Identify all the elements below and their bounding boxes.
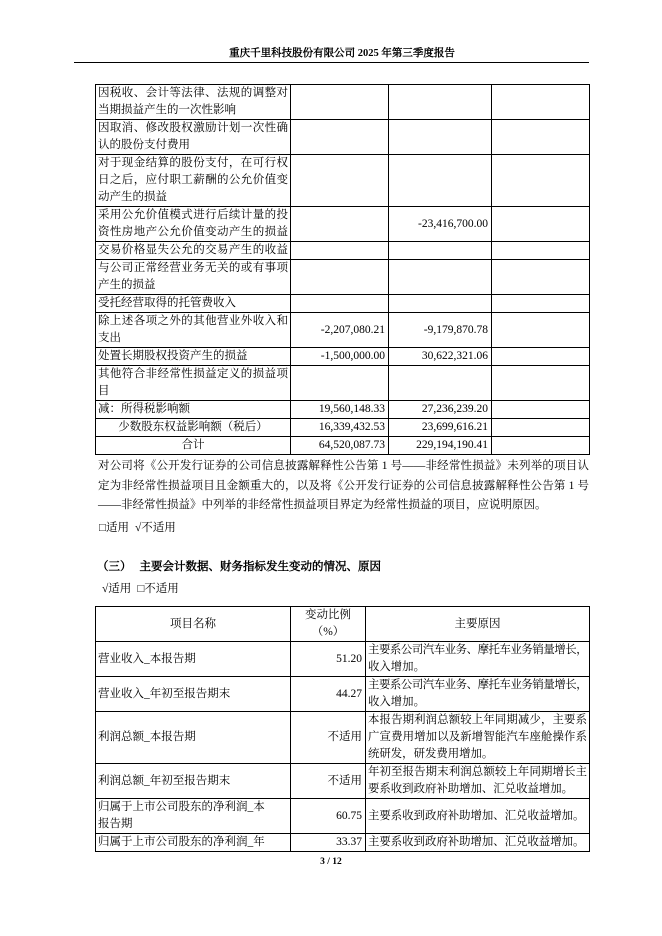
item-cell: [96, 366, 291, 401]
item-line: 受托经营取得的托管费收入: [98, 297, 236, 309]
item-line: 报告期: [98, 818, 133, 830]
item-cell: [96, 712, 291, 764]
option-not-applicable: □不适用: [137, 583, 179, 595]
header-item: [96, 607, 291, 642]
item-line: 对于现金结算的股份支付，在可行权: [98, 157, 288, 169]
note-line: ——非经常性损益》中列举的非经常性损益项目界定为经常性损益的项目，应说明原因。: [98, 499, 547, 511]
item-line: 归属于上市公司股东的净利润_年: [98, 836, 265, 848]
table-row: [96, 313, 590, 348]
remark-cell: [492, 85, 590, 120]
item-cell: [96, 207, 291, 242]
remark-cell: [492, 419, 590, 437]
item-cell: [96, 764, 291, 799]
item-line: 采用公允价值模式进行后续计量的投: [98, 209, 288, 221]
item-line: 减：所得税影响额: [98, 403, 190, 415]
period-amount-cell: [291, 242, 389, 260]
item-cell: [96, 85, 291, 120]
period-amount-cell: -1,500,000.00: [291, 348, 389, 366]
header-ratio-line: 变动比例: [305, 609, 351, 621]
ytd-amount-cell: [389, 295, 492, 313]
item-line: 利润总额_年初至报告期末: [98, 774, 231, 787]
remark-cell: [492, 295, 590, 313]
item-line: 因取消、修改股权激励计划一次性确: [98, 122, 288, 134]
remark-cell: [492, 366, 590, 401]
reason-cell: [366, 642, 590, 677]
header-reason: [366, 607, 590, 642]
item-line: 产生的损益: [98, 279, 156, 291]
option-applicable: √适用: [102, 583, 132, 595]
ytd-amount-cell: [389, 260, 492, 295]
reason-cell: [366, 712, 590, 764]
reason-line: 主要系收到政府补助增加、汇兑收益增加。: [368, 836, 585, 848]
period-amount-cell: [291, 295, 389, 313]
remark-cell: [492, 242, 590, 260]
table-row: [96, 260, 590, 295]
item-line: 交易价格显失公允的交易产生的收益: [98, 244, 288, 256]
ratio-cell: 33.37: [291, 834, 366, 852]
period-amount-cell: [291, 155, 389, 207]
section-number: （三）: [97, 561, 132, 573]
table-row-total: [96, 437, 590, 455]
reason-line: 主要系公司汽车业务、摩托车业务销量增长，: [368, 679, 587, 691]
table-row: [96, 677, 590, 712]
reason-line: 统研发，研发费用增加。: [368, 748, 494, 760]
item-line: 营业收入_本报告期: [98, 652, 196, 665]
table-row: [96, 419, 590, 437]
table-row: [96, 155, 590, 207]
period-amount-cell: -2,207,080.21: [291, 313, 389, 348]
item-cell: [96, 437, 291, 455]
ytd-amount-cell: -9,179,870.78: [389, 313, 492, 348]
item-line: 与公司正常经营业务无关的或有事项: [98, 262, 288, 274]
item-line: 归属于上市公司股东的净利润_本: [98, 801, 265, 813]
item-line: 除上述各项之外的其他营业外收入和: [98, 315, 288, 327]
reason-cell: [366, 834, 590, 852]
item-cell: [96, 677, 291, 712]
table-row: [96, 712, 590, 764]
key-indicator-changes-table: [95, 606, 590, 852]
item-cell: [96, 120, 291, 155]
section-heading: [97, 557, 381, 577]
item-cell: [96, 799, 291, 834]
note-line: 定为非经常性损益项目且金额重大的，以及将《公开发行证券的公司信息披露解释性公告第 1 号: [98, 479, 589, 492]
reason-line: 主要系收到政府补助增加、汇兑收益增加。: [368, 809, 585, 822]
item-line: 动产生的损益: [98, 191, 167, 203]
period-amount-cell: [291, 120, 389, 155]
item-cell: [96, 419, 291, 437]
table-row: [96, 85, 590, 120]
page-header-title: 重庆千里科技股份有限公司 2025 年第三季度报告: [229, 48, 455, 59]
section-title: 主要会计数据、财务指标发生变动的情况、原因: [139, 561, 381, 573]
ytd-amount-cell: 27,236,239.20: [389, 401, 492, 419]
option-not-applicable: √不适用: [134, 522, 176, 534]
period-amount-cell: [291, 207, 389, 242]
item-cell: [96, 313, 291, 348]
table-row: [96, 764, 590, 799]
reason-line: 年初至报告期末利润总额较上年同期增长主: [368, 766, 587, 778]
period-amount-cell: 19,560,148.33: [291, 401, 389, 419]
item-cell: [96, 401, 291, 419]
table-row: [96, 834, 590, 852]
period-amount-cell: [291, 366, 389, 401]
item-cell: [96, 295, 291, 313]
item-line: 资性房地产公允价值变动产生的损益: [98, 226, 288, 238]
table-row: [96, 242, 590, 260]
table-row: [96, 799, 590, 834]
ytd-amount-cell: 30,622,321.06: [389, 348, 492, 366]
remark-cell: [492, 120, 590, 155]
table-row: [96, 207, 590, 242]
header-ratio-line: （%）: [311, 626, 345, 638]
page-number: 3 / 12: [320, 857, 342, 867]
period-amount-cell: [291, 85, 389, 120]
note-applicability-options: [99, 518, 176, 538]
table-row: [96, 366, 590, 401]
header-divider: [74, 62, 589, 63]
ytd-amount-cell: [389, 366, 492, 401]
reason-line: 广宣费用增加以及新增智能汽车座舱操作系: [368, 731, 587, 743]
item-line: 当期损益产生的一次性影响: [98, 104, 236, 116]
ytd-amount-cell: [389, 120, 492, 155]
item-cell: [96, 155, 291, 207]
table-header-row: [96, 607, 590, 642]
reason-line: 收入增加。: [368, 661, 425, 673]
item-line: 认的股份支付费用: [98, 139, 190, 151]
item-cell: [96, 642, 291, 677]
section-applicability-options: [102, 579, 179, 599]
item-line: 利润总额_本报告期: [98, 731, 196, 743]
item-line: 处置长期股权投资产生的损益: [98, 350, 248, 362]
remark-cell: [492, 437, 590, 455]
item-line: 因税收、会计等法律、法规的调整对: [98, 87, 288, 99]
header-item-label: 项目名称: [170, 617, 216, 630]
table-row: [96, 401, 590, 419]
reason-line: 收入增加。: [368, 696, 425, 708]
ratio-cell: 44.27: [291, 677, 366, 712]
period-amount-cell: 16,339,432.53: [291, 419, 389, 437]
item-line: 支出: [98, 332, 121, 344]
reason-cell: [366, 764, 590, 799]
ytd-amount-cell: [389, 242, 492, 260]
ytd-amount-cell: 229,194,190.41: [389, 437, 492, 455]
ratio-cell: 不适用: [291, 712, 366, 764]
reason-cell: [366, 799, 590, 834]
ytd-amount-cell: 23,699,616.21: [389, 419, 492, 437]
note-line: 对公司将《公开发行证券的公司信息披露解释性公告第 1 号——非经常性损益》未列举的项目认: [98, 460, 589, 472]
item-line: 日之后，应付职工薪酬的公允价值变: [98, 174, 288, 186]
item-cell: [96, 242, 291, 260]
period-amount-cell: 64,520,087.73: [291, 437, 389, 455]
reason-line: 主要系公司汽车业务、摩托车业务销量增长，: [368, 644, 587, 656]
item-cell: [96, 260, 291, 295]
reason-line: 本报告期利润总额较上年同期减少，主要系: [368, 714, 587, 726]
item-cell: [96, 348, 291, 366]
ratio-cell: 51.20: [291, 642, 366, 677]
table-row: [96, 642, 590, 677]
reason-line: 要系收到政府补助增加、汇兑收益增加。: [368, 783, 574, 795]
item-line: 少数股东权益影响额（税后）: [118, 421, 268, 433]
item-cell: [96, 834, 291, 852]
ratio-cell: 不适用: [291, 764, 366, 799]
period-amount-cell: [291, 260, 389, 295]
ratio-cell: 60.75: [291, 799, 366, 834]
option-applicable: □适用: [99, 522, 129, 534]
table-row: [96, 348, 590, 366]
header-ratio: [291, 607, 366, 642]
table-row: [96, 295, 590, 313]
item-line: 其他符合非经常性损益定义的损益项: [98, 368, 288, 380]
remark-cell: [492, 401, 590, 419]
explanatory-note: [98, 457, 589, 516]
remark-cell: [492, 155, 590, 207]
remark-cell: [492, 348, 590, 366]
header-reason-label: 主要原因: [454, 617, 501, 630]
remark-cell: [492, 207, 590, 242]
ytd-amount-cell: [389, 85, 492, 120]
non-recurring-items-table: [95, 84, 590, 455]
table-row: [96, 120, 590, 155]
item-line: 营业收入_年初至报告期末: [98, 687, 231, 700]
ytd-amount-cell: [389, 155, 492, 207]
item-line: 合计: [181, 439, 205, 451]
item-line: 目: [98, 385, 110, 397]
remark-cell: [492, 260, 590, 295]
remark-cell: [492, 313, 590, 348]
ytd-amount-cell: -23,416,700.00: [389, 207, 492, 242]
reason-cell: [366, 677, 590, 712]
